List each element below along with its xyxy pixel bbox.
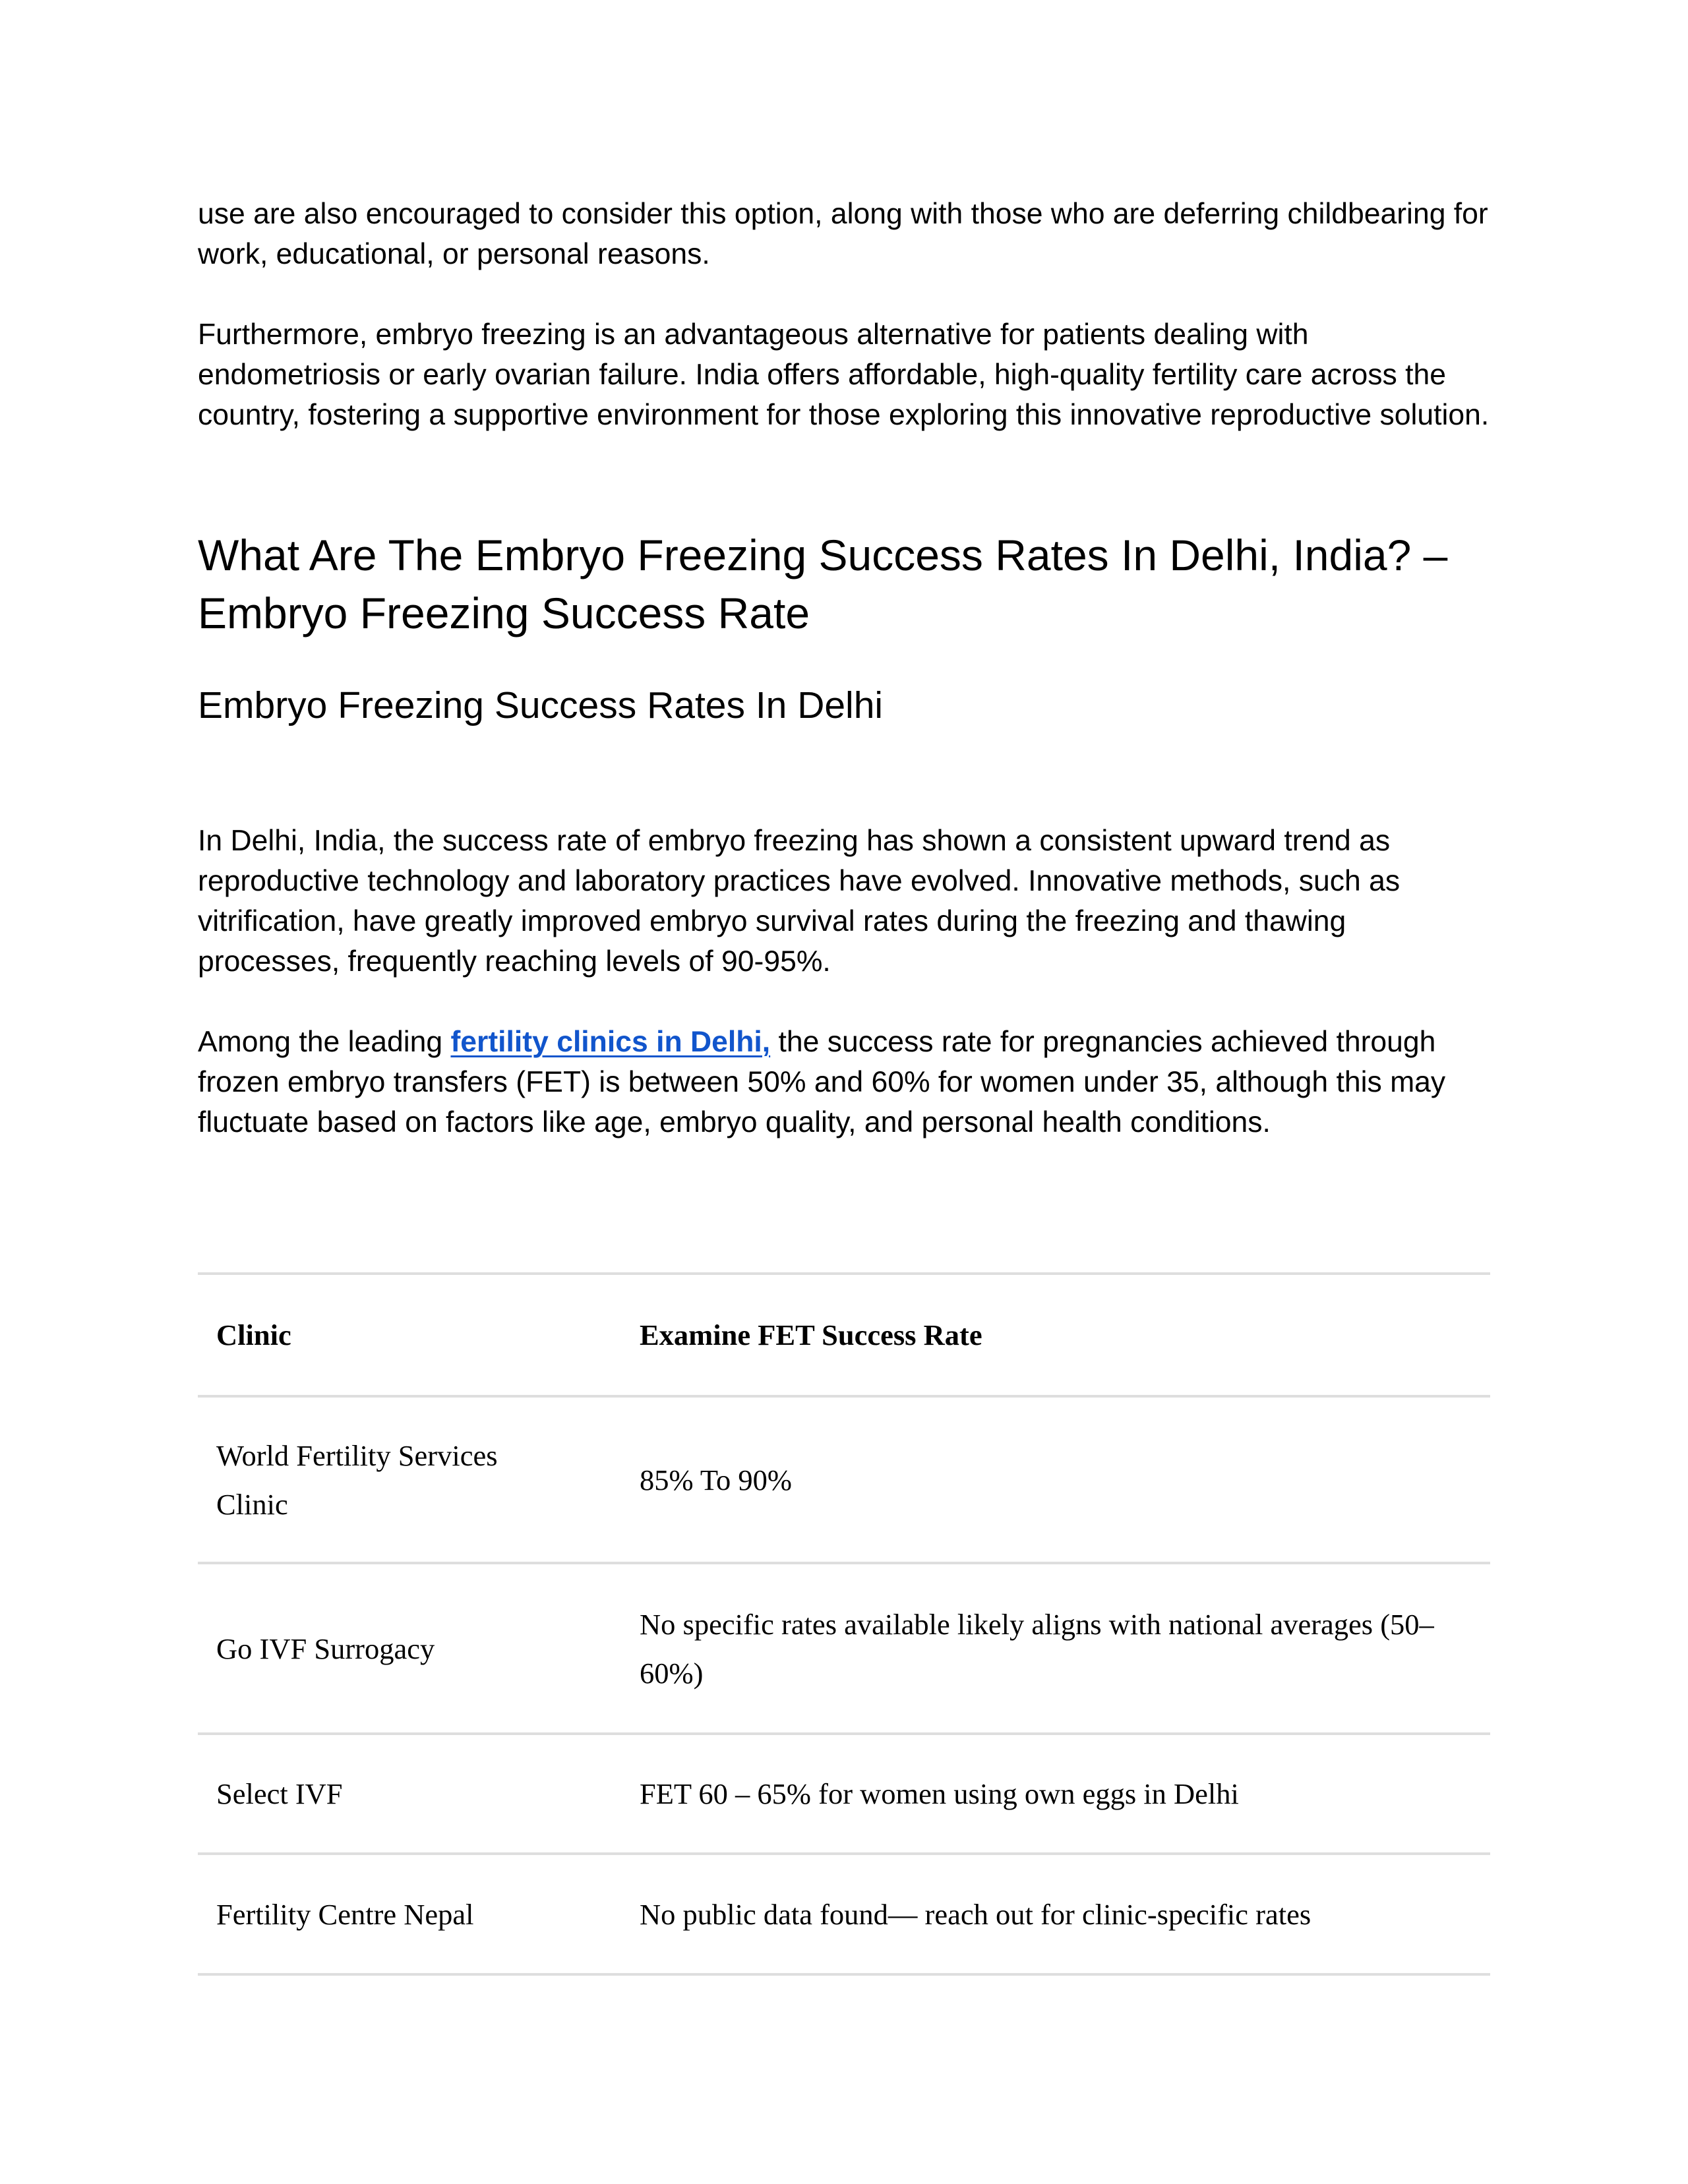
clinics-paragraph-rest: the success rate for pregnancies achieved through frozen embryo transfers (FET) is between 50% and 60% for women under 35, although this may fluctuate based on factors like age, embryo quality, and personal health conditions. (198, 1026, 1446, 1138)
success-rate-cell: 85% To 90% (621, 1396, 1490, 1563)
header-success-rate: Examine FET Success Rate (621, 1274, 1490, 1396)
fertility-clinics-link[interactable]: fertility clinics in Delhi, (450, 1026, 771, 1058)
success-rate-text: No specific rates available likely aligns with national averages (50–60%) (640, 1607, 1434, 1690)
success-rate-table (198, 1272, 1490, 1976)
success-rate-cell: FET 60 – 65% for women using own eggs in Delhi (621, 1734, 1490, 1854)
table-row (198, 1854, 1490, 1974)
table-row (198, 1396, 1490, 1563)
clinic-name: World Fertility Services Clinic (216, 1438, 498, 1521)
clinic-name-cell (198, 1396, 621, 1563)
table-header-row (198, 1274, 1490, 1396)
document-page (198, 194, 1490, 1931)
section-title: What Are The Embryo Freezing Success Rates In Delhi, India? – Embryo Freezing Success Rate (198, 531, 1448, 637)
success-rate-cell: No public data found— reach out for clinic-specific rates (621, 1854, 1490, 1974)
clinics-paragraph (198, 1022, 1490, 1142)
clinics-paragraph-lead: Among the leading (198, 1026, 451, 1058)
clinic-name-cell: Select IVF (198, 1734, 621, 1854)
intro-paragraph-2: Furthermore, embryo freezing is an advantageous alternative for patients dealing with endometriosis or early ovarian failure. India offers affordable, high-quality fertility care across the country, fostering a supportive environment for those exploring this innovative reproductive solution. (198, 318, 1490, 431)
clinic-name-cell: Go IVF Surrogacy (198, 1563, 621, 1734)
table-row (198, 1563, 1490, 1734)
header-clinic: Clinic (198, 1274, 621, 1396)
intro-paragraph-1: use are also encouraged to consider this option, along with those who are deferring childbearing for work, educational, or personal reasons. (198, 198, 1488, 270)
success-rate-paragraph: In Delhi, India, the success rate of embryo freezing has shown a consistent upward trend as reproductive technology and laboratory practices have evolved. Innovative methods, such as vitrification, have greatly improved embryo survival rates during the freezing and thawing processes, frequently reaching levels of 90-95%. (198, 825, 1401, 978)
section-subtitle: Embryo Freezing Success Rates In Delhi (198, 684, 884, 726)
table-row (198, 1734, 1490, 1854)
success-rate-cell (621, 1563, 1490, 1734)
clinic-name-cell: Fertility Centre Nepal (198, 1854, 621, 1974)
